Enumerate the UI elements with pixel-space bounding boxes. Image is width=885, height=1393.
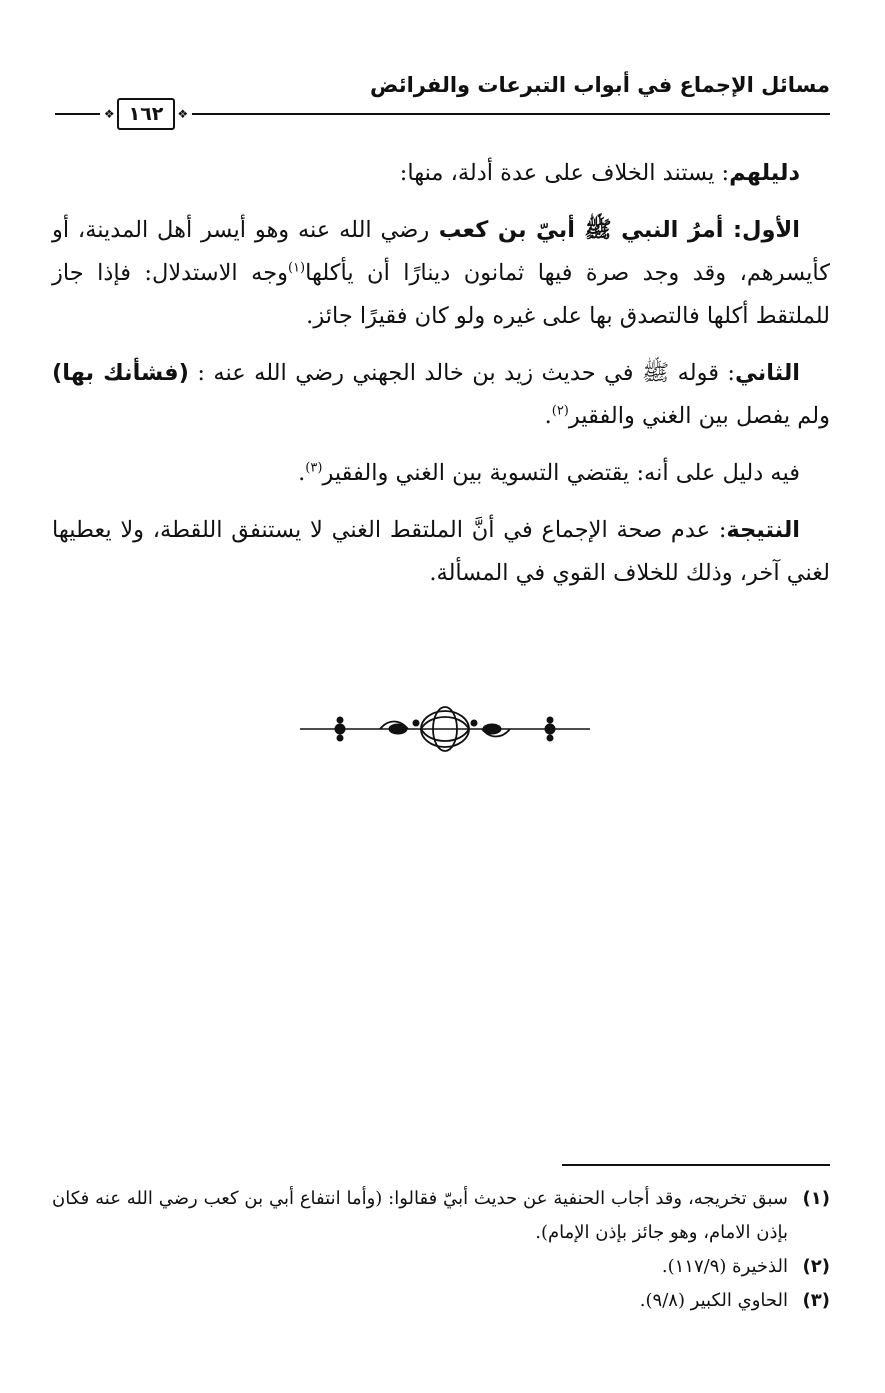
paragraph-lead: دليلهم — [729, 160, 800, 186]
paragraph-first-evidence — [52, 209, 830, 338]
footnote-text: الذخيرة (١١٧/٩). — [661, 1256, 788, 1277]
paragraph-lead: الأول — [742, 217, 800, 243]
footnote-item — [52, 1250, 830, 1284]
footnote-ref[interactable]: (٢) — [551, 403, 569, 419]
paragraph-text: : قوله ﷺ في حديث زيد بن خالد الجهني رضي الله عنه : — [188, 360, 735, 386]
paragraph-text: : يستند الخلاف على عدة أدلة، منها: — [399, 160, 730, 186]
running-head-title: مسائل الإجماع في أبواب التبرعات والفرائض — [370, 73, 830, 97]
paragraph-lead: النتيجة — [726, 517, 800, 543]
footnote-ref[interactable]: (١) — [287, 260, 306, 276]
paragraph-evidence-intro — [52, 152, 830, 195]
footnote-rule — [562, 1164, 830, 1166]
folio-ornament-icon: ❖ — [103, 107, 115, 121]
footnote-number: (١) — [802, 1188, 830, 1209]
hadith-quote: (فشأنك بها) — [52, 360, 189, 386]
paragraph-text: فيه دليل على أنه: يقتضي التسوية بين الغني والفقير — [322, 460, 800, 486]
page-number-frame — [100, 96, 192, 132]
footnote-item — [52, 1284, 830, 1318]
paragraph-text: رضي الله عنه وهو أيسر أهل المدينة، أو كأيسرهم، وقد وجد صرة فيها ثمانون دينارًا أن يأكلها — [52, 217, 830, 286]
footnote-text: سبق تخريجه، وقد أجاب الحنفية عن حديث أبيّ فقالوا: (وأما انتفاع أبي بن كعب رضي الله عنه فكان بإذن الامام، وهو جائز بإذن الإمام). — [52, 1188, 789, 1243]
paragraph-bold-text: : أمرُ النبي ﷺ أبيّ بن كعب — [429, 217, 743, 243]
ornament-separator-icon — [300, 703, 590, 755]
page-number: ١٦٢ — [117, 98, 176, 130]
paragraph-inference — [52, 452, 830, 495]
footnotes — [52, 1182, 830, 1318]
paragraph-conclusion — [52, 509, 830, 595]
paragraph-lead: الثاني — [734, 360, 800, 386]
paragraph-text: ولم يفصل بين الغني والفقير — [568, 403, 830, 429]
main-text — [52, 152, 830, 609]
footnote-item — [52, 1182, 830, 1250]
paragraph-text: : عدم صحة الإجماع في أنَّ الملتقط الغني لا يستنفق اللقطة، ولا يعطيها لغني آخر، وذلك للخلاف القوي في المسألة. — [52, 517, 830, 586]
paragraph-second-evidence — [52, 352, 830, 438]
footnote-number: (٣) — [802, 1290, 830, 1311]
paragraph-text: . — [298, 460, 306, 486]
footnote-text: الحاوي الكبير (٩/٨). — [639, 1290, 788, 1311]
footnote-ref[interactable]: (٣) — [305, 460, 323, 476]
footnote-number: (٢) — [802, 1256, 830, 1277]
paragraph-text: . — [544, 403, 552, 429]
paragraph-text: وجه الاستدلال: فإذا جاز للملتقط أكلها فالتصدق بها على غيره ولو كان فقيرًا جائز. — [52, 260, 830, 329]
folio-ornament-icon: ❖ — [177, 107, 189, 121]
